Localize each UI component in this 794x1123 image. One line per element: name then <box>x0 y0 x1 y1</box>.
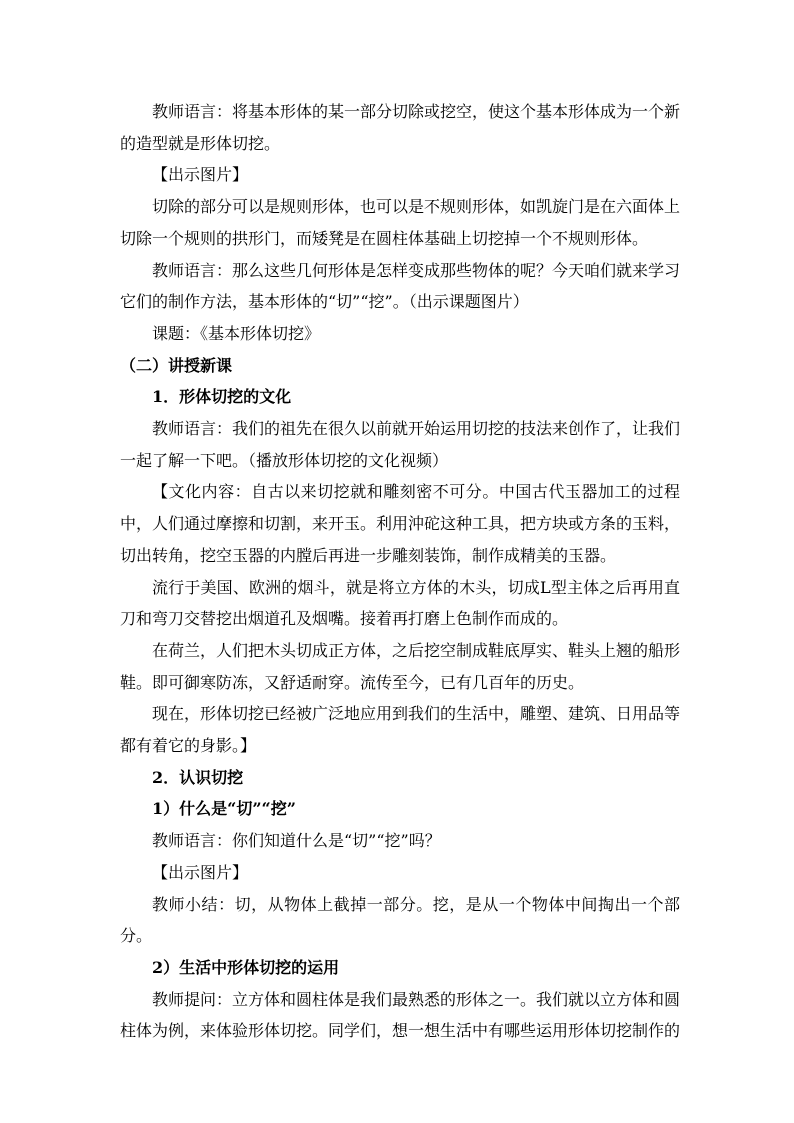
subheading-understand-cut: 2．认识切挖 <box>152 767 244 787</box>
section-heading-new-lesson: （二）讲授新课 <box>120 355 233 375</box>
paragraph-show-image: 【出示图片】 <box>152 165 249 185</box>
paragraph-culture-pipe: 流行于美国、欧洲的烟斗，就是将立方体的木头，切成L型主体之后再用直刀和弯刀交替挖出烟道孔及烟嘴。接着再打磨上色制作而成的。 <box>120 577 680 629</box>
subheading-what-is-cut: 1）什么是“切”“挖” <box>152 799 296 819</box>
paragraph-teacher-speech-topic: 教师语言：那么这些几何形体是怎样变成那些物体的呢？今天咱们就来学习它们的制作方法，基本形体的“切”“挖”。（出示课题图片） <box>120 260 681 312</box>
subheading-daily-use: 2）生活中形体切挖的运用 <box>152 957 340 977</box>
paragraph-teacher-speech-definition: 教师语言：将基本形体的某一部分切除或挖空，使这个基本形体成为一个新的造型就是形体切挖。 <box>120 102 681 153</box>
subheading-culture: 1．形体切挖的文化 <box>152 387 292 407</box>
paragraph-culture-modern: 现在，形体切挖已经被广泛地应用到我们的生活中，雕塑、建筑、日用品等都有着它的身影。】 <box>120 704 681 756</box>
paragraph-teacher-summary: 教师小结：切，从物体上截掉一部分。挖，是从一个物体中间掏出一个部分。 <box>120 894 680 946</box>
paragraph-teacher-prompt: 教师提问：立方体和圆柱体是我们最熟悉的形体之一。我们就以立方体和圆柱体为例，来体验形体切挖。同学们，想一想生活中有哪些运用形体切挖制作的 <box>120 989 681 1041</box>
document-body <box>120 96 680 1047</box>
paragraph-cut-examples: 切除的部分可以是规则形体，也可以是不规则形体，如凯旋门是在六面体上切除一个规则的拱形门，而矮凳是在圆柱体基础上切挖掉一个不规则形体。 <box>120 197 681 248</box>
paragraph-lesson-title: 课题：《基本形体切挖》 <box>152 323 321 343</box>
paragraph-teacher-question: 教师语言：你们知道什么是“切”“挖”吗？ <box>152 831 441 851</box>
paragraph-culture-jade: 【文化内容：自古以来切挖就和雕刻密不可分。中国古代玉器加工的过程中，人们通过摩擦和切割，来开玉。利用沖砣这种工具，把方块或方条的玉料，切出转角，挖空玉器的内膛后再进一步雕刻装饰，制作成精美的玉器。 <box>120 482 681 565</box>
paragraph-culture-clog: 在荷兰，人们把木头切成正方体，之后挖空制成鞋底厚实、鞋头上翘的船形鞋。即可御寒防冻，又舒适耐穿。流传至今，已有几百年的历史。 <box>120 640 681 692</box>
paragraph-show-image-2: 【出示图片】 <box>152 862 249 882</box>
paragraph-teacher-speech-ancestors: 教师语言：我们的祖先在很久以前就开始运用切挖的技法来创作了，让我们一起了解一下吧。（播放形体切挖的文化视频） <box>120 419 681 470</box>
